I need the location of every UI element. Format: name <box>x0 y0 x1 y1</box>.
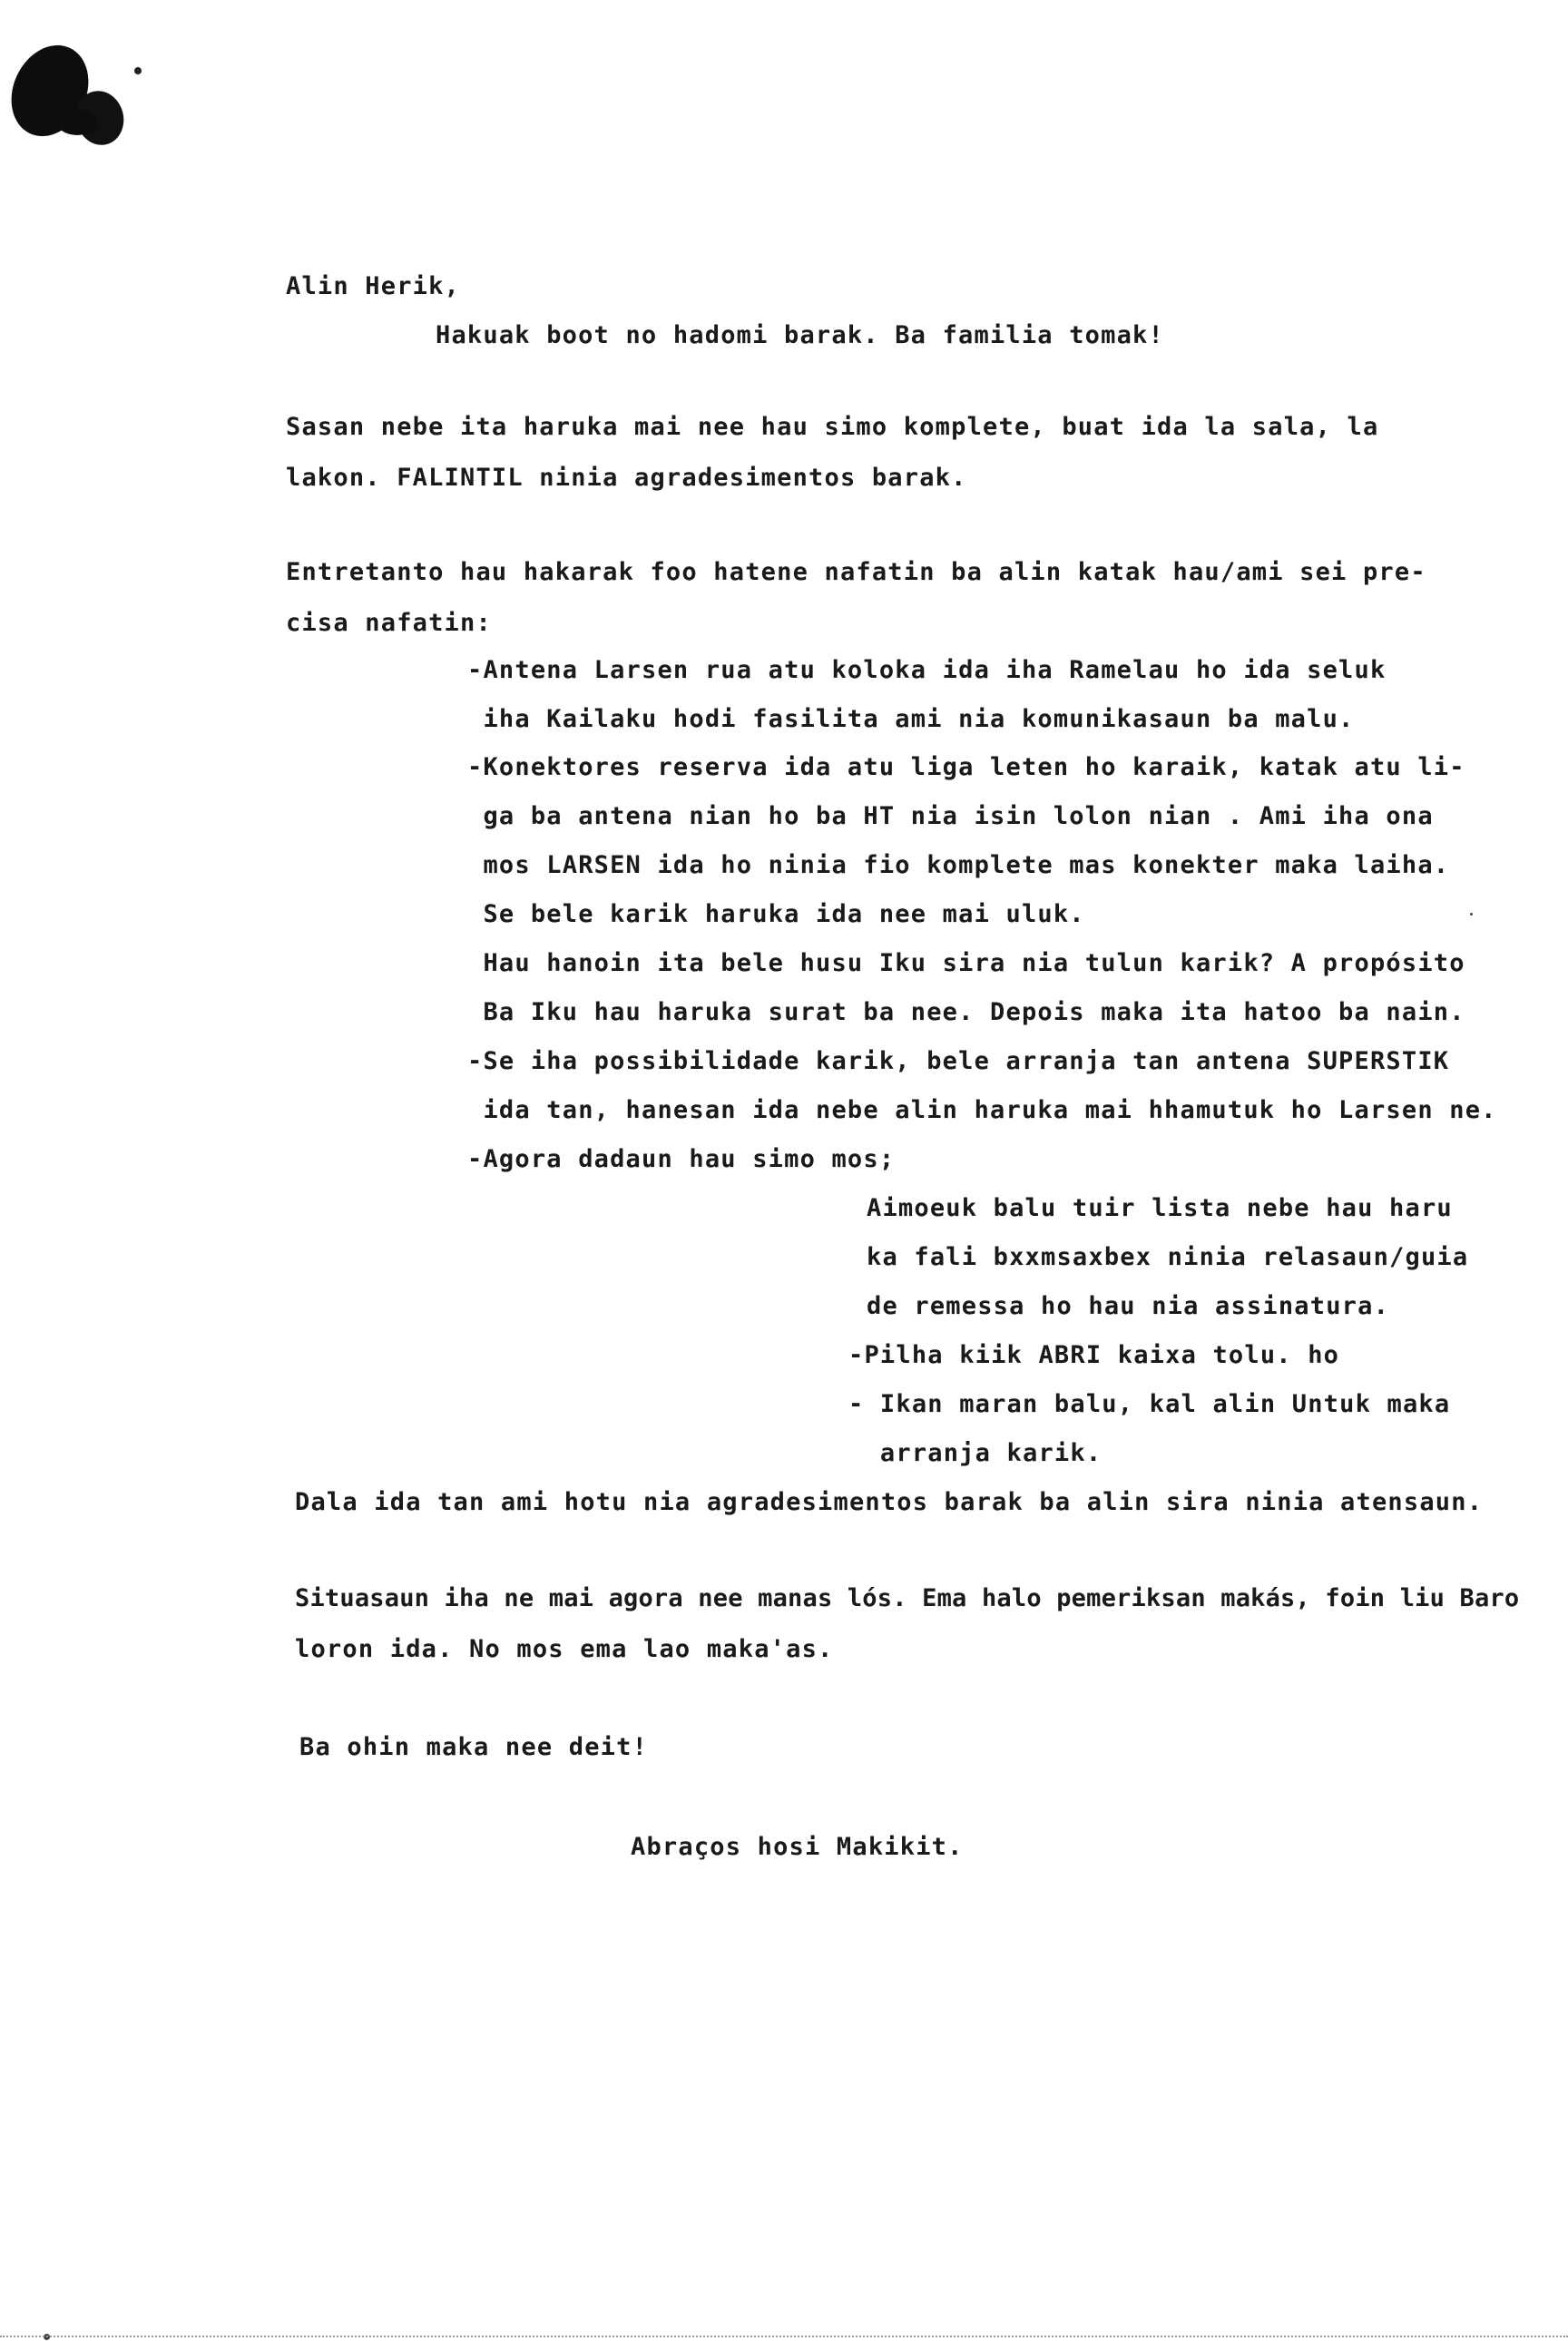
list-line: -Agora dadaun hau simo mos; <box>467 1145 896 1173</box>
paragraph-4-line-1: Situasaun iha ne mai agora nee manas lós. Ema halo pemeriksan makás, foin liu Baro <box>295 1584 1520 1612</box>
paragraph-1-line-2: lakon. FALINTIL ninia agradesimentos barak. <box>286 464 967 492</box>
salutation: Alin Herik, <box>286 272 461 300</box>
paragraph-3: Dala ida tan ami hotu nia agradesimentos barak ba alin sira ninia atensaun. <box>295 1488 1484 1516</box>
paragraph-2-line-1: Entretanto hau hakarak foo hatene nafatin ba alin katak hau/ami sei pre- <box>286 558 1426 586</box>
signoff: Abraços hosi Makikit. <box>631 1833 964 1861</box>
closing-line: Ba ohin maka nee deit! <box>299 1733 649 1761</box>
sublist-line: -Pilha kiik ABRI kaixa tolu. ho <box>848 1341 1340 1369</box>
list-line: -Antena Larsen rua atu koloka ida iha Ramelau ho ida seluk <box>467 656 1387 684</box>
list-line: -Konektores reserva ida atu liga leten ho karaik, katak atu li- <box>467 753 1465 781</box>
list-line: Ba Iku hau haruka surat ba nee. Depois maka ita hatoo ba nain. <box>467 998 1465 1026</box>
paragraph-4-line-2: loron ida. No mos ema lao maka'as. <box>295 1635 834 1663</box>
scan-edge-line <box>0 2336 1568 2337</box>
list-line: iha Kailaku hodi fasilita ami nia komunikasaun ba malu. <box>467 705 1355 733</box>
sublist-line: arranja karik. <box>848 1439 1102 1467</box>
sublist-line: ka fali bxxmsaxbex ninia relasaun/guia <box>867 1243 1469 1271</box>
list-line: -Se iha possibilidade karik, bele arranja tan antena SUPERSTIK <box>467 1047 1450 1075</box>
paragraph-2-line-2: cisa nafatin: <box>286 609 492 637</box>
list-line: ga ba antena nian ho ba HT nia isin lolon nian . Ami iha ona <box>467 802 1434 830</box>
greeting-line: Hakuak boot no hadomi barak. Ba familia tomak! <box>436 321 1164 349</box>
sublist-line: Aimoeuk balu tuir lista nebe hau haru <box>867 1194 1453 1222</box>
list-line: Se bele karik haruka ida nee mai uluk. <box>467 900 1085 928</box>
sublist-line: de remessa ho hau nia assinatura. <box>867 1292 1390 1320</box>
list-line: mos LARSEN ida ho ninia fio komplete mas konekter maka laiha. <box>467 851 1450 879</box>
paragraph-1-line-1: Sasan nebe ita haruka mai nee hau simo komplete, buat ida la sala, la <box>286 413 1379 441</box>
ink-blot <box>0 36 154 154</box>
list-line: Hau hanoin ita bele husu Iku sira nia tulun karik? A propósito <box>467 949 1465 977</box>
scan-speck <box>1470 913 1473 916</box>
list-line: ida tan, hanesan ida nebe alin haruka mai hhamutuk ho Larsen ne. <box>467 1096 1497 1124</box>
sublist-line: - Ikan maran balu, kal alin Untuk maka <box>848 1390 1451 1418</box>
